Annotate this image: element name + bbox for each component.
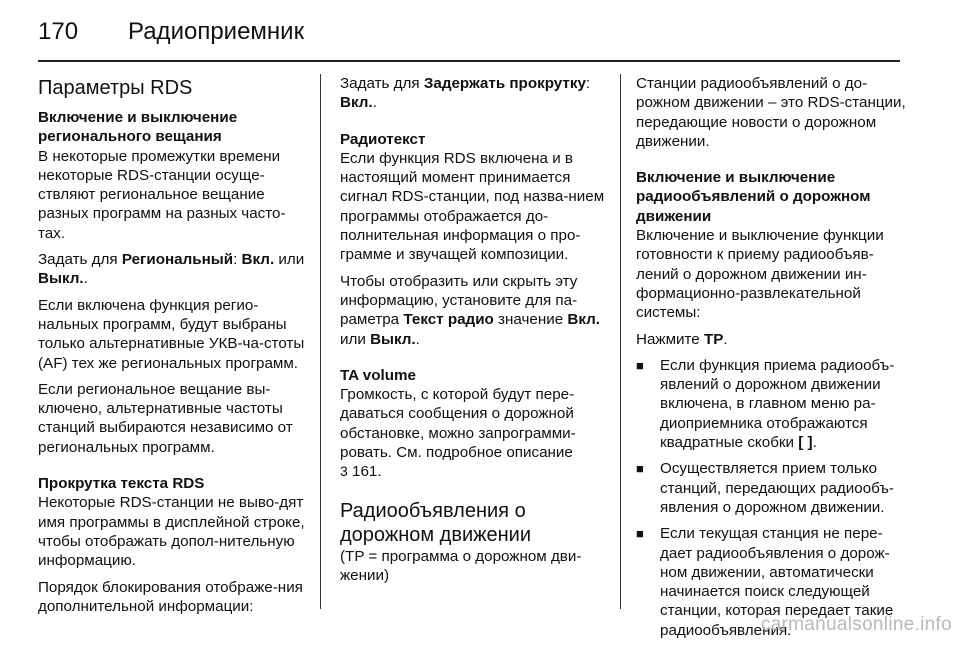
option-scroll-delay: Задержать прокрутку <box>423 75 586 92</box>
value-off: Выкл. <box>38 270 84 288</box>
traffic-program-note: (TP = программа о дорожном дви-жении) <box>340 547 582 584</box>
press-tp-paragraph: Нажмите TP. <box>636 330 728 348</box>
ta-volume-paragraph: Громкость, с которой будут пере-даваться сообщения о дорожной обстановке, можно запрограмми-ровать. См. подробное описание 3 161. <box>340 386 576 481</box>
page-reference-icon: 3 <box>340 463 348 480</box>
list-item: ■ Осуществляется прием только станций, передающих радиообъ-явления о дорожном движении. <box>636 460 894 516</box>
regional-setting-paragraph: Задать для Региональный: Вкл. или Выкл.. <box>38 251 305 288</box>
tp-button-label: TP <box>703 330 724 348</box>
header-rule <box>38 60 900 62</box>
page-reference: 161. <box>347 463 382 481</box>
regional-paragraph-3: Если включена функция регио-нальных программ, будут выбраны только альтернативные УКВ-ча-стоты (AF) тех же региональных программ. <box>38 296 305 372</box>
bullet-square-icon: ■ <box>636 526 644 542</box>
regional-paragraph-1: В некоторые промежутки времени некоторые RDS-станции осуще-ствляют региональное вещание разных программ на разных часто-тах. <box>38 147 286 242</box>
heading-rds-scroll: Прокрутка текста RDS <box>38 475 205 493</box>
option-radio-text: Текст радио <box>403 311 494 329</box>
rds-scroll-paragraph-2: Порядок блокирования отображе-ния дополнительной информации: <box>38 578 303 615</box>
column-divider-2 <box>620 74 621 609</box>
brackets-indicator: [ ] <box>798 434 813 452</box>
heading-traffic-announcements: Радиообъявления о дорожном движении <box>340 499 532 546</box>
heading-traffic-toggle: Включение и выключение радиообъявлений о дорожном движении <box>636 169 871 225</box>
traffic-stations-paragraph: Станции радиообъявлений о до-рожном движении – это RDS-станции, передающие новости о дорожном движении. <box>636 75 906 150</box>
section-title-rds-settings: Параметры RDS <box>38 77 193 99</box>
running-title: Радиоприемник <box>128 18 305 45</box>
value-on: Вкл. <box>241 251 275 269</box>
column-divider-1 <box>320 74 321 609</box>
list-item: ■ Если функция приема радиообъ-явлений о дорожном движении включена, в главном меню ра-диоприемника отображаются квадратные скобки [ ]. <box>636 356 895 452</box>
radiotext-paragraph-2: Чтобы отобразить или скрыть эту информацию, установите для па-раметра Текст радио значение Вкл. или Выкл.. <box>340 272 601 348</box>
heading-ta-volume: TA volume <box>340 366 416 384</box>
heading-radiotext: Радиотекст <box>340 130 426 148</box>
rds-scroll-paragraph-1: Некоторые RDS-станции не выво-дят имя программы в дисплейной строке, чтобы отображать допол-нительную информацию. <box>38 494 305 570</box>
column-1 <box>38 74 308 623</box>
value-on: Вкл. <box>340 94 373 112</box>
bullet-square-icon: ■ <box>636 461 644 477</box>
traffic-toggle-paragraph: Включение и выключение функции готовности к приему радиообъяв-лений о дорожном движении ин-формационно-развлекательной системы: <box>636 227 884 322</box>
list-item: ■ Если текущая станция не пере-дает радиообъявления о дорож-ном движении, автоматически начинается поиск следующей станции, которая передает такие радиообъявления. <box>636 525 894 639</box>
column-3 <box>636 74 906 647</box>
watermark-logo: carmanualsonline.info <box>760 614 952 635</box>
value-on: Вкл. <box>567 311 601 329</box>
option-regional: Региональный <box>121 251 234 269</box>
column-2 <box>340 74 610 592</box>
heading-regional: Включение и выключение регионального вещания <box>38 109 238 146</box>
scroll-setting-paragraph: Задать для Задержать прокрутку: Вкл.. <box>340 75 591 112</box>
radiotext-paragraph-1: Если функция RDS включена и в настоящий момент принимается сигнал RDS-станции, под назва-нием программы отображается до-полнительная информация о про-грамме и звучащей композиции. <box>340 149 605 264</box>
bullet-square-icon: ■ <box>636 357 644 373</box>
page-number: 170 <box>38 18 79 45</box>
regional-paragraph-4: Если региональное вещание вы-ключено, альтернативные частоты станций выбираются независимо от региональных программ. <box>38 380 293 456</box>
value-off: Выкл. <box>370 330 416 348</box>
